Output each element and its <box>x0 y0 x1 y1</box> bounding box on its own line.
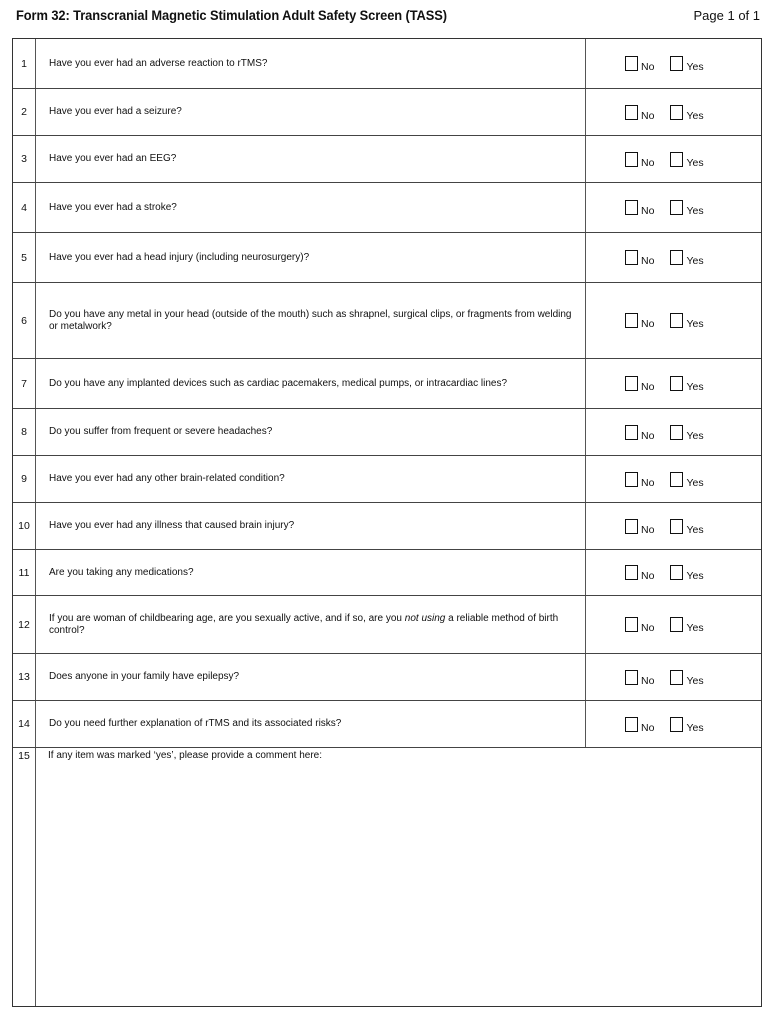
yes-checkbox-12[interactable] <box>670 617 703 632</box>
answer-options <box>625 503 720 549</box>
checkbox-square[interactable] <box>625 425 638 440</box>
divider <box>35 233 36 282</box>
question-number: 5 <box>21 251 27 264</box>
no-label: No <box>641 156 655 169</box>
question-row-2 <box>13 89 761 136</box>
checkbox-square[interactable] <box>670 376 683 391</box>
question-text <box>49 183 579 232</box>
question-label: Do you need further explanation of rTMS and its associated risks? <box>49 718 342 729</box>
no-checkbox-13[interactable] <box>625 670 654 685</box>
checkbox-square[interactable] <box>625 200 638 215</box>
no-checkbox-7[interactable] <box>625 376 654 391</box>
comment-row <box>13 748 761 1006</box>
no-label: No <box>641 109 655 122</box>
question-text <box>49 359 579 408</box>
question-label: Have you ever had a head injury (including neurosurgery)? <box>49 251 310 263</box>
checkbox-square[interactable] <box>670 717 683 732</box>
question-row-14 <box>13 701 761 748</box>
divider <box>35 183 36 232</box>
answer-options <box>625 456 720 502</box>
no-checkbox-1[interactable] <box>625 56 654 71</box>
question-text <box>49 89 579 135</box>
question-text <box>49 409 579 455</box>
question-label: Do you have any metal in your head (outside of the mouth) such as shrapnel, surgical clips, or fragments from welding or metalwork? <box>49 308 572 332</box>
yes-label: Yes <box>686 476 704 489</box>
no-checkbox-6[interactable] <box>625 313 654 328</box>
comment-field[interactable] <box>36 764 762 1006</box>
checkbox-square[interactable] <box>625 56 638 71</box>
no-checkbox-8[interactable] <box>625 425 654 440</box>
question-number: 6 <box>21 314 27 327</box>
yes-checkbox-2[interactable] <box>670 105 703 120</box>
question-number: 4 <box>21 201 27 214</box>
question-label: Have you ever had any illness that caused brain injury? <box>49 520 295 531</box>
no-label: No <box>641 61 655 73</box>
yes-checkbox-6[interactable] <box>670 313 703 328</box>
divider <box>35 654 36 700</box>
answer-options <box>625 701 720 747</box>
divider <box>35 136 36 182</box>
yes-label: Yes <box>686 61 704 73</box>
comment-label: If any item was marked ‘yes’, please provide a comment here: <box>48 750 323 761</box>
divider <box>35 596 36 653</box>
question-label: Does anyone in your family have epilepsy? <box>49 671 240 682</box>
question-text <box>49 503 579 549</box>
question-row-9 <box>13 456 761 503</box>
question-row-12 <box>13 596 761 654</box>
yes-checkbox-7[interactable] <box>670 376 703 391</box>
yes-label: Yes <box>686 109 704 122</box>
no-checkbox-9[interactable] <box>625 472 654 487</box>
question-row-1 <box>13 39 761 89</box>
question-label: Are you taking any medications? <box>49 566 194 578</box>
question-number: 10 <box>18 520 30 532</box>
yes-label: Yes <box>686 674 704 687</box>
question-text <box>49 550 579 595</box>
question-label: Do you suffer from frequent or severe headaches? <box>49 426 273 437</box>
question-number: 15 <box>18 750 30 762</box>
question-text-part: If you are woman of childbearing age, are you sexually active, and if so, are you <box>49 612 405 624</box>
yes-checkbox-4[interactable] <box>670 200 703 215</box>
question-text-part: a reliable method of birth control? <box>49 612 559 636</box>
divider <box>585 409 586 455</box>
checkbox-square[interactable] <box>625 519 638 534</box>
no-label: No <box>641 476 655 489</box>
divider <box>35 701 36 747</box>
answer-options <box>625 596 720 653</box>
form-header <box>16 7 762 27</box>
checkbox-square[interactable] <box>625 717 638 732</box>
yes-label: Yes <box>686 570 704 582</box>
checkbox-square[interactable] <box>670 519 683 534</box>
yes-checkbox-13[interactable] <box>670 670 703 685</box>
question-row-13 <box>13 654 761 701</box>
no-label: No <box>641 622 655 634</box>
divider <box>585 596 586 653</box>
checkbox-square[interactable] <box>625 565 638 580</box>
question-number: 9 <box>21 473 27 485</box>
question-label <box>49 613 579 637</box>
yes-label: Yes <box>686 255 704 267</box>
divider <box>35 359 36 408</box>
divider <box>35 456 36 502</box>
no-label: No <box>641 255 655 267</box>
divider <box>35 89 36 135</box>
yes-checkbox-9[interactable] <box>670 472 703 487</box>
form-title: Form 32: Transcranial Magnetic Stimulation Adult Safety Screen (TASS) <box>16 7 447 23</box>
divider <box>585 654 586 700</box>
no-checkbox-5[interactable] <box>625 250 654 265</box>
checkbox-square[interactable] <box>625 472 638 487</box>
answer-options <box>625 359 720 408</box>
answer-options <box>625 550 720 595</box>
checkbox-square[interactable] <box>670 425 683 440</box>
yes-label: Yes <box>686 429 704 442</box>
question-row-7 <box>13 359 761 409</box>
checkbox-square[interactable] <box>625 313 638 328</box>
question-label: Have you ever had any other brain-related condition? <box>49 473 285 484</box>
yes-checkbox-3[interactable] <box>670 152 703 167</box>
yes-label: Yes <box>686 156 704 169</box>
checkbox-square[interactable] <box>625 617 638 632</box>
checkbox-square[interactable] <box>670 152 683 167</box>
yes-checkbox-8[interactable] <box>670 425 703 440</box>
no-checkbox-12[interactable] <box>625 617 654 632</box>
yes-checkbox-10[interactable] <box>670 519 703 534</box>
question-text <box>49 456 579 502</box>
divider <box>35 550 36 595</box>
question-row-10 <box>13 503 761 550</box>
question-text <box>49 596 579 653</box>
answer-options <box>625 283 720 358</box>
checkbox-square[interactable] <box>625 105 638 120</box>
no-checkbox-2[interactable] <box>625 105 654 120</box>
no-label: No <box>641 205 655 217</box>
checkbox-square[interactable] <box>625 376 638 391</box>
question-label: Have you ever had a stroke? <box>49 201 177 213</box>
divider <box>35 39 36 88</box>
checkbox-square[interactable] <box>670 565 683 580</box>
checkbox-square[interactable] <box>670 250 683 265</box>
page-indicator: Page 1 of 1 <box>693 8 760 23</box>
answer-options <box>625 409 720 455</box>
no-checkbox-4[interactable] <box>625 200 654 215</box>
divider <box>585 89 586 135</box>
divider <box>585 183 586 232</box>
no-label: No <box>641 674 655 687</box>
answer-options <box>625 183 720 232</box>
no-label: No <box>641 570 655 582</box>
checkbox-square[interactable] <box>670 56 683 71</box>
no-label: No <box>641 523 655 536</box>
no-checkbox-3[interactable] <box>625 152 654 167</box>
question-number: 12 <box>18 618 30 631</box>
question-number: 8 <box>21 426 27 438</box>
question-row-6 <box>13 283 761 359</box>
divider <box>35 283 36 358</box>
question-number: 11 <box>18 566 30 579</box>
checkbox-square[interactable] <box>625 250 638 265</box>
checkbox-square[interactable] <box>625 152 638 167</box>
checkbox-square[interactable] <box>670 617 683 632</box>
checkbox-square[interactable] <box>670 472 683 487</box>
question-number: 7 <box>21 377 27 390</box>
screening-form <box>12 38 762 1007</box>
question-text <box>49 283 579 358</box>
no-checkbox-10[interactable] <box>625 519 654 534</box>
divider <box>585 550 586 595</box>
yes-checkbox-1[interactable] <box>670 56 703 71</box>
no-label: No <box>641 381 655 393</box>
question-number: 3 <box>21 153 27 165</box>
answer-options <box>625 39 720 88</box>
question-label: Have you ever had a seizure? <box>49 106 182 117</box>
no-checkbox-14[interactable] <box>625 717 654 732</box>
question-text <box>49 136 579 182</box>
question-number: 13 <box>18 671 30 683</box>
question-label: Have you ever had an adverse reaction to rTMS? <box>49 57 268 69</box>
divider <box>585 233 586 282</box>
no-label: No <box>641 318 655 330</box>
yes-label: Yes <box>686 523 704 536</box>
question-row-5 <box>13 233 761 283</box>
question-row-4 <box>13 183 761 233</box>
question-row-3 <box>13 136 761 183</box>
yes-checkbox-11[interactable] <box>670 565 703 580</box>
divider <box>585 701 586 747</box>
question-number: 1 <box>21 57 27 70</box>
yes-label: Yes <box>686 318 704 330</box>
divider <box>585 503 586 549</box>
no-checkbox-11[interactable] <box>625 565 654 580</box>
divider <box>35 409 36 455</box>
divider <box>585 283 586 358</box>
question-row-11 <box>13 550 761 596</box>
question-row-8 <box>13 409 761 456</box>
question-text <box>49 39 579 88</box>
checkbox-square[interactable] <box>670 105 683 120</box>
answer-options <box>625 233 720 282</box>
yes-checkbox-14[interactable] <box>670 717 703 732</box>
yes-label: Yes <box>686 721 704 734</box>
divider <box>585 136 586 182</box>
question-number: 14 <box>18 718 30 730</box>
divider <box>35 503 36 549</box>
answer-options <box>625 136 720 182</box>
no-label: No <box>641 721 655 734</box>
no-label: No <box>641 429 655 442</box>
yes-label: Yes <box>686 622 704 634</box>
answer-options <box>625 89 720 135</box>
question-label: Have you ever had an EEG? <box>49 153 177 164</box>
divider <box>585 456 586 502</box>
question-text-emphasis: not using <box>404 612 446 624</box>
divider <box>585 359 586 408</box>
checkbox-square[interactable] <box>670 670 683 685</box>
checkbox-square[interactable] <box>670 313 683 328</box>
yes-label: Yes <box>686 205 704 217</box>
question-label: Do you have any implanted devices such as cardiac pacemakers, medical pumps, or intracardiac lines? <box>49 377 508 389</box>
question-text <box>49 233 579 282</box>
yes-label: Yes <box>686 381 704 393</box>
yes-checkbox-5[interactable] <box>670 250 703 265</box>
divider <box>585 39 586 88</box>
answer-options <box>625 654 720 700</box>
checkbox-square[interactable] <box>670 200 683 215</box>
question-text <box>49 654 579 700</box>
question-text <box>49 701 579 747</box>
question-number: 2 <box>21 106 27 118</box>
checkbox-square[interactable] <box>625 670 638 685</box>
